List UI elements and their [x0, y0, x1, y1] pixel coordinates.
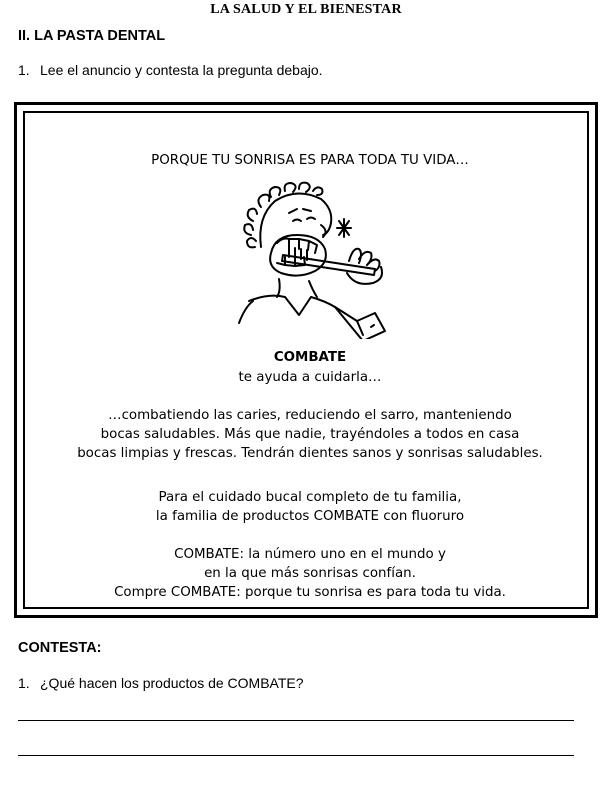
question-number: 1. [18, 675, 30, 691]
answer-section-heading: CONTESTA: [18, 640, 102, 656]
instruction-text: Lee el anuncio y contesta la pregunta debajo. [40, 62, 323, 78]
ad-text-line: bocas limpias y frescas. Tendrán dientes sanos y sonrisas saludables. [77, 446, 543, 461]
instruction [18, 62, 323, 78]
ad-text-line: COMBATE: la número uno en el mundo y [174, 547, 446, 562]
ad-text-line: en la que más sonrisas confían. [204, 566, 416, 581]
document-title: LA SALUD Y EL BIENESTAR [210, 2, 402, 17]
ad-text-line: …combatiendo las caries, reduciendo el sarro, manteniendo [108, 408, 512, 423]
ad-text-line: la familia de productos COMBATE con fluoruro [155, 509, 465, 524]
question-text: ¿Qué hacen los productos de COMBATE? [40, 675, 304, 691]
ad-paragraph-closing [25, 545, 595, 602]
brand-tagline: te ayuda a cuidarla… [238, 370, 382, 385]
ad-paragraph-family [25, 488, 595, 526]
brand-name: COMBATE [273, 350, 347, 365]
ad-headline: PORQUE TU SONRISA ES PARA TODA TU VIDA… [151, 153, 469, 168]
instruction-number: 1. [18, 62, 30, 78]
ad-text-line: bocas saludables. Más que nadie, trayéndoles a todos en casa [100, 427, 520, 442]
question [18, 675, 304, 691]
section-title: II. LA PASTA DENTAL [18, 28, 166, 44]
answer-line[interactable] [18, 720, 574, 721]
ad-paragraph-benefits [25, 406, 595, 463]
answer-line[interactable] [18, 755, 574, 756]
advertisement-frame [14, 102, 598, 618]
advertisement-inner-frame [23, 111, 589, 609]
ad-text-line: Para el cuidado bucal completo de tu familia, [158, 490, 462, 505]
person-brushing-teeth-icon [231, 177, 407, 339]
ad-text-line: Compre COMBATE: porque tu sonrisa es para toda tu vida. [114, 585, 506, 600]
